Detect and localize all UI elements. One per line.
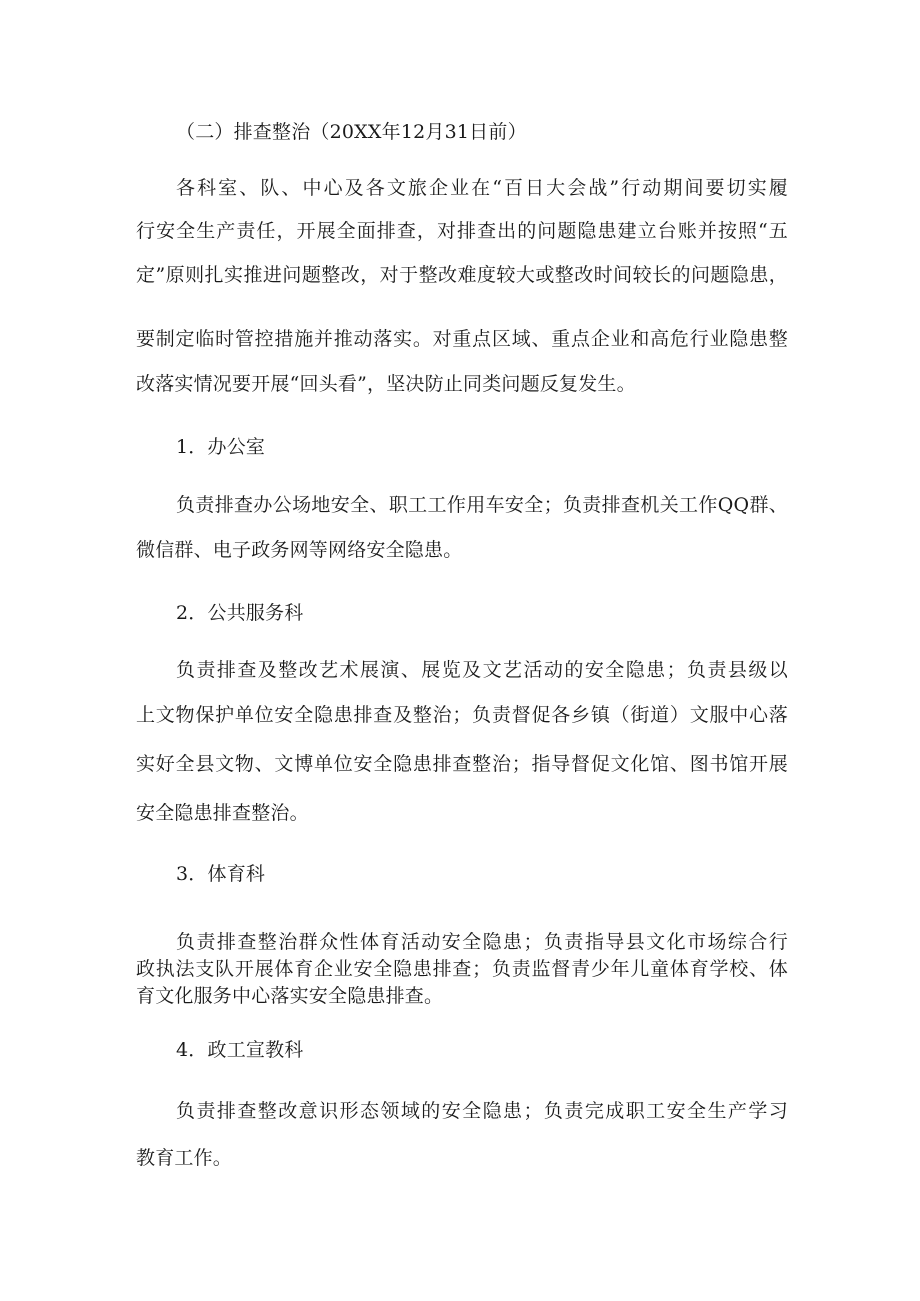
paragraph-line: 负责排查办公场地安全、职工工作用车安全；负责排查机关工作QQ群、	[176, 494, 788, 516]
paragraph-line: 负责排查整改意识形态领域的安全隐患；负责完成职工安全生产学习	[176, 1100, 788, 1122]
paragraph-line: 定”原则扎实推进问题整改，对于整改难度较大或整改时间较长的问题隐患，	[136, 264, 788, 286]
paragraph-line: 实好全县文物、文博单位安全隐患排查整治；指导督促文化馆、图书馆开展	[136, 753, 788, 775]
paragraph-line: 要制定临时管控措施并推动落实。对重点区域、重点企业和高危行业隐患整	[136, 328, 788, 350]
paragraph-line: 教育工作。	[136, 1147, 233, 1169]
paragraph-line: 改落实情况要开展“回头看”，坚决防止同类问题反复发生。	[136, 373, 636, 395]
paragraph-line: 负责排查及整改艺术展演、展览及文艺活动的安全隐患；负责县级以	[176, 659, 788, 681]
paragraph-line: 行安全生产责任，开展全面排查，对排查出的问题隐患建立台账并按照“五	[136, 220, 788, 242]
paragraph-line: 各科室、队、中心及各文旅企业在“百日大会战”行动期间要切实履	[176, 177, 788, 199]
item-heading: 1．办公室	[176, 436, 266, 458]
section-title: （二）排查整治（20XX年12月31日前）	[176, 121, 527, 143]
item-heading: 4．政工宣教科	[176, 1039, 304, 1061]
paragraph-line: 负责排查整治群众性体育活动安全隐患；负责指导县文化市场综合行	[176, 931, 788, 953]
item-heading: 2．公共服务科	[176, 602, 304, 624]
paragraph-line: 政执法支队开展体育企业安全隐患排查；负责监督青少年儿童体育学校、体	[136, 958, 788, 980]
paragraph-line: 育文化服务中心落实安全隐患排查。	[136, 985, 444, 1007]
item-heading: 3．体育科	[176, 863, 266, 885]
paragraph-line: 安全隐患排查整治。	[136, 802, 309, 824]
paragraph-line: 上文物保护单位安全隐患排查及整治；负责督促各乡镇（街道）文服中心落	[136, 704, 788, 726]
paragraph-line: 微信群、电子政务网等网络安全隐患。	[136, 539, 463, 561]
